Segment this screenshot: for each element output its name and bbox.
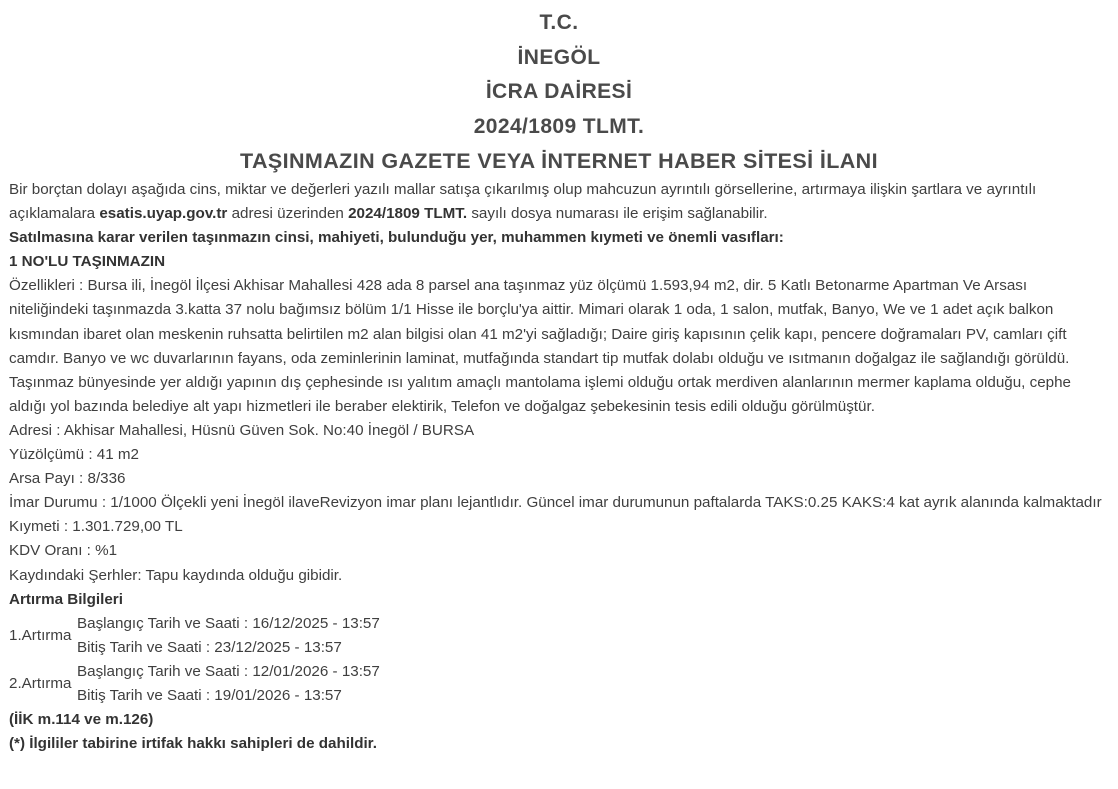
intro-text-2: adresi üzerinden — [227, 205, 349, 223]
auction-round-start: Başlangıç Tarih ve Saati : 12/01/2026 - 13:57 — [77, 662, 380, 680]
announcement-body — [9, 178, 1109, 756]
auction-round-start: Başlangıç Tarih ve Saati : 16/12/2025 - 13:57 — [77, 614, 380, 632]
property-value: Kıymeti : 1.301.729,00 TL — [9, 518, 183, 536]
auction-heading: Artırma Bilgileri — [9, 590, 123, 608]
esatis-site-text: esatis.uyap.gov.tr — [99, 205, 228, 223]
auction-round — [9, 660, 1109, 708]
property-title: 1 NO'LU TAŞINMAZIN — [9, 253, 166, 271]
auction-round-end: Bitiş Tarih ve Saati : 19/01/2026 - 13:57 — [77, 686, 342, 704]
section-heading: Satılmasına karar verilen taşınmazın cinsi, mahiyeti, bulunduğu yer, muhammen kıymeti ve önemli vasıfları: — [9, 229, 784, 247]
header-file-number: 2024/1809 TLMT. — [473, 114, 645, 138]
auction-round-dates — [77, 612, 380, 660]
footnote: (*) İlgililer tabirine irtifak hakkı sahipleri de dahildir. — [9, 735, 377, 753]
law-reference: (İİK m.114 ve m.126) — [9, 711, 154, 729]
announcement-header — [9, 6, 1109, 178]
intro-text-1: Bir borçtan dolayı aşağıda cins, miktar ve değerleri yazılı mallar satışa çıkarılmış olup mahcuzun ayrıntılı görsellerine, artırmaya ilişkin şartlara ve ayrıntılı açıklamalara — [9, 181, 1037, 223]
intro-text-3: sayılı dosya numarası ile erişim sağlanabilir. — [467, 205, 768, 223]
property-land-share: Arsa Payı : 8/336 — [9, 470, 126, 488]
header-state: T.C. — [539, 11, 579, 34]
property-address: Adresi : Akhisar Mahallesi, Hüsnü Güven Sok. No:40 İnegöl / BURSA — [9, 421, 475, 439]
announcement-title: TAŞINMAZIN GAZETE VEYA İNTERNET HABER SİTESİ İLANI — [240, 149, 878, 173]
property-zoning: İmar Durumu : 1/1000 Ölçekli yeni İnegöl ilaveRevizyon imar planı lejantlıdır. Güncel imar durumunun paftalarda TAKS:0.25 KAKS:4 kat ayrık alanında kalmaktadır — [9, 494, 1102, 512]
property-encumbrances: Kaydındaki Şerhler: Tapu kaydında olduğu gibidir. — [9, 566, 343, 584]
auction-round-label: 2.Artırma — [9, 674, 72, 692]
auction-round-label: 1.Artırma — [9, 626, 72, 644]
property-features: Özellikleri : Bursa ili, İnegöl İlçesi Akhisar Mahallesi 428 ada 8 parsel ana taşınmaz yüz ölçümü 1.593,94 m2, dir. 5 Katlı Betonarme Apartman Ve Arsası niteliğindeki taşınmazda 3.katta 37 nolu bağımsız bölüm 1/1 Hisse ile borçlu'ya aittir. Mimari olarak 1 oda, 1 salon, mutfak, Banyo, We ve 1 adet açık balkon kısmından ibaret olan meskenin ruhsatta belirtilen m2 alan bilgisi olan 41 m2'yi sağladığı; Daire giriş kapısının çelik kapı, pencere doğramaları PV, camları çift camdır. Banyo ve wc duvarlarının fayans, oda zeminlerinin laminat, mutfağında standart tip mutfak dolabı olduğu ve ısıtmanın doğalgaz ile sağlandığı görüldü. Taşınmaz bünyesinde yer aldığı yapının dış çephesinde ısı yalıtım amaçlı mantolama işlemi olduğu ortak merdiven alanlarının mermer kaplama olduğu, cephe aldığı yol bazında belediye alt yapı hizmetleri ile beraber elektirik, Telefon ve doğalgaz şebekesinin tesis edili olduğu görülmüştür. — [9, 277, 1071, 415]
auction-round — [9, 612, 1109, 660]
auction-round-end: Bitiş Tarih ve Saati : 23/12/2025 - 13:57 — [77, 638, 342, 656]
intro-paragraph — [9, 178, 1109, 226]
header-city: İNEGÖL — [517, 45, 601, 69]
property-vat: KDV Oranı : %1 — [9, 542, 118, 560]
intro-file-number: 2024/1809 TLMT. — [348, 205, 468, 223]
header-office: İCRA DAİRESİ — [485, 80, 633, 103]
property-area: Yüzölçümü : 41 m2 — [9, 446, 139, 464]
auction-round-dates — [77, 660, 380, 708]
